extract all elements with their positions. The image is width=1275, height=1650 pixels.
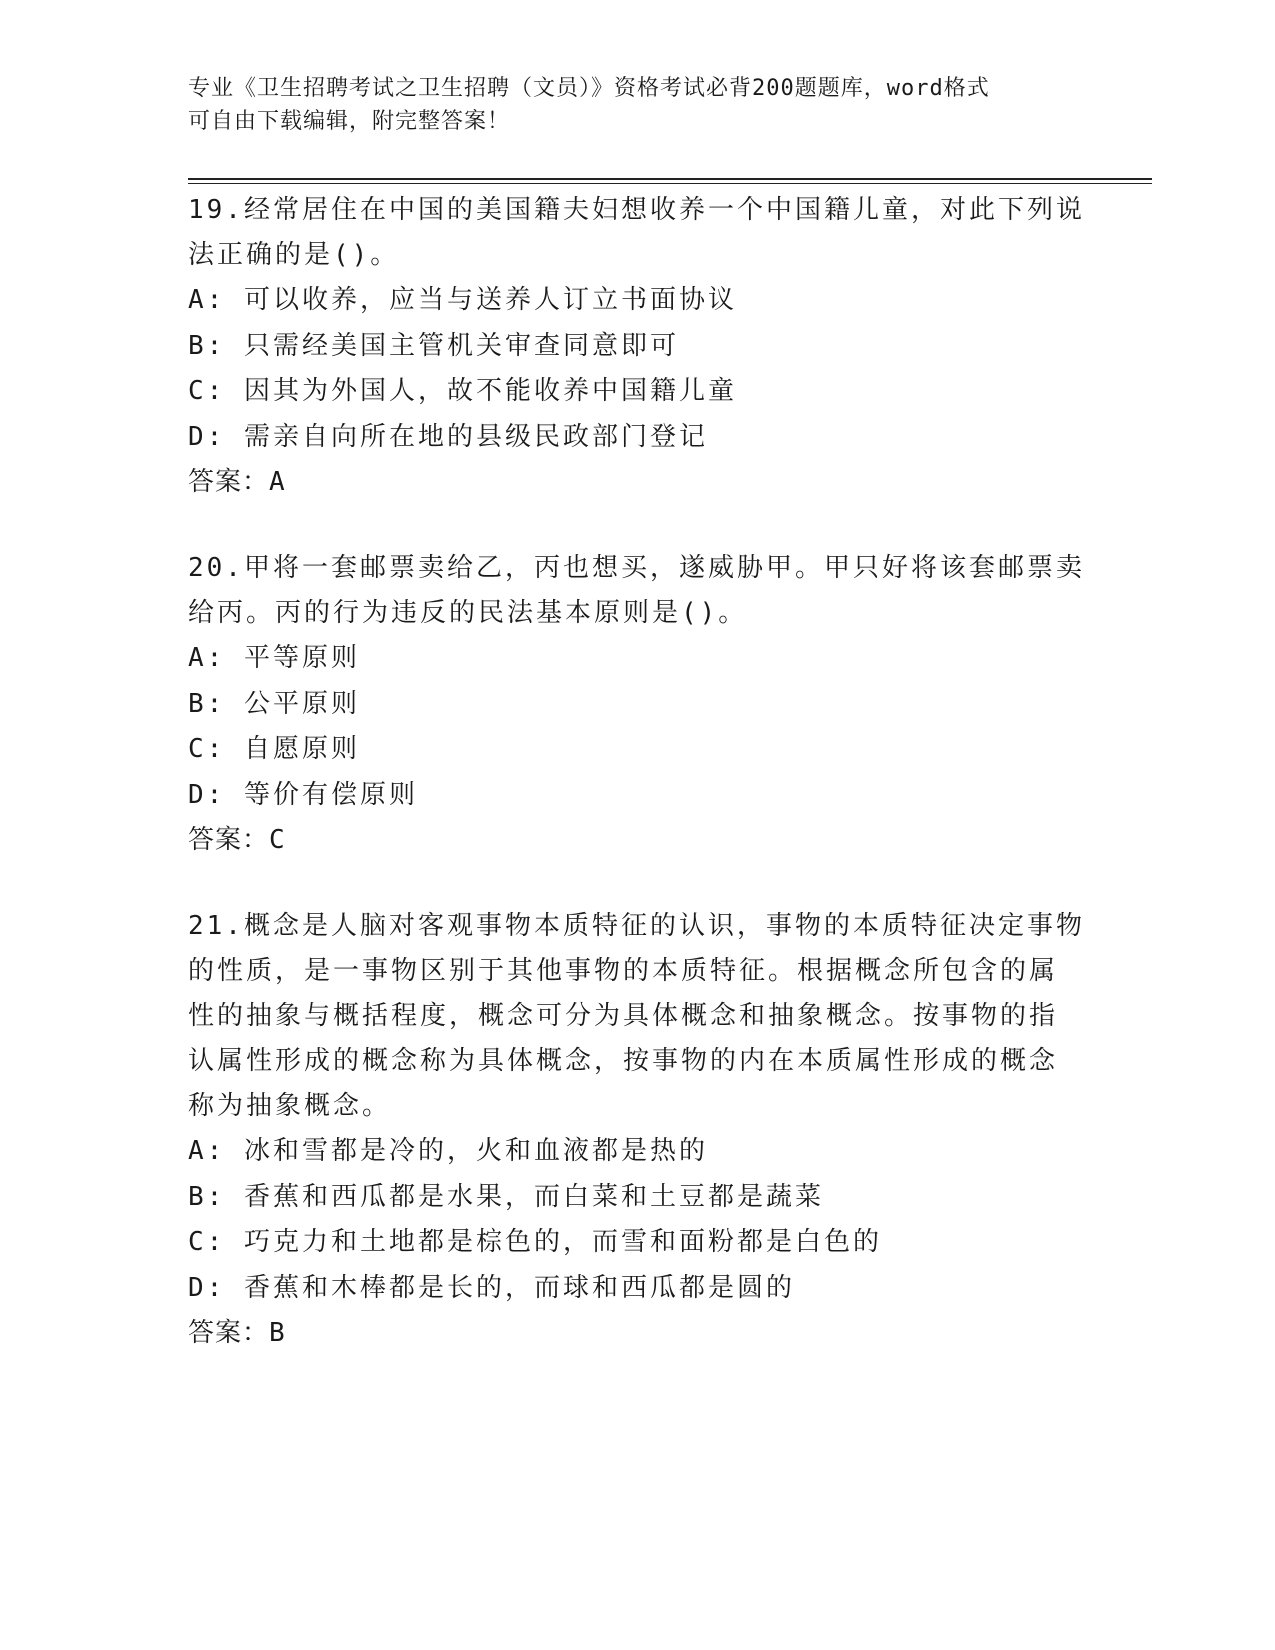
header-divider-thin (188, 183, 1152, 184)
answer-label: 答案： (188, 1318, 270, 1348)
question-stem-line: 称为抽象概念。 (188, 1091, 392, 1121)
question-stem-line: 给丙。丙的行为违反的民法基本原则是()。 (188, 598, 748, 628)
header-divider-thick (188, 178, 1152, 180)
option-a: A: 可以收养，应当与送养人订立书面协议 (188, 285, 737, 315)
question-stem-line: 21.概念是人脑对客观事物本质特征的认识，事物的本质特征决定事物 (188, 911, 1085, 941)
document-header (188, 72, 1088, 138)
question-19 (188, 188, 1088, 505)
question-stem-line: 法正确的是()。 (188, 240, 400, 270)
option-a: A: 平等原则 (188, 643, 360, 673)
option-c: C: 巧克力和土地都是棕色的，而雪和面粉都是白色的 (188, 1227, 882, 1257)
header-line-1: 专业《卫生招聘考试之卫生招聘（文员）》资格考试必背200题题库，word格式 (188, 76, 990, 101)
question-21 (188, 904, 1088, 1356)
question-list (188, 188, 1088, 1397)
option-d: D: 等价有偿原则 (188, 779, 418, 810)
answer-label: 答案： (188, 467, 270, 497)
option-c: C: 自愿原则 (188, 734, 360, 764)
option-b: B: 香蕉和西瓜都是水果，而白菜和土豆都是蔬菜 (188, 1181, 824, 1212)
question-20 (188, 546, 1088, 863)
option-c: C: 因其为外国人，故不能收养中国籍儿童 (188, 376, 737, 406)
question-stem-line: 20.甲将一套邮票卖给乙，丙也想买，遂威胁甲。甲只好将该套邮票卖 (188, 553, 1085, 583)
answer-line (188, 460, 1088, 505)
header-line-2: 可自由下载编辑，附完整答案！ (188, 109, 511, 134)
answer-value: B (269, 1318, 286, 1348)
question-stem-line: 性的抽象与概括程度，概念可分为具体概念和抽象概念。按事物的指 (188, 1001, 1059, 1031)
option-a: A: 冰和雪都是冷的，火和血液都是热的 (188, 1136, 708, 1166)
question-stem-line: 认属性形成的概念称为具体概念，按事物的内在本质属性形成的概念 (188, 1046, 1059, 1076)
option-b: B: 只需经美国主管机关审查同意即可 (188, 330, 679, 361)
answer-line (188, 1311, 1088, 1356)
question-stem-line: 19.经常居住在中国的美国籍夫妇想收养一个中国籍儿童，对此下列说 (188, 195, 1085, 225)
answer-line (188, 818, 1088, 863)
answer-label: 答案： (188, 825, 270, 855)
option-d: D: 香蕉和木棒都是长的，而球和西瓜都是圆的 (188, 1272, 795, 1303)
answer-value: A (269, 467, 286, 497)
option-d: D: 需亲自向所在地的县级民政部门登记 (188, 421, 708, 452)
option-b: B: 公平原则 (188, 688, 360, 719)
question-stem-line: 的性质，是一事物区别于其他事物的本质特征。根据概念所包含的属 (188, 956, 1059, 986)
answer-value: C (269, 825, 286, 855)
